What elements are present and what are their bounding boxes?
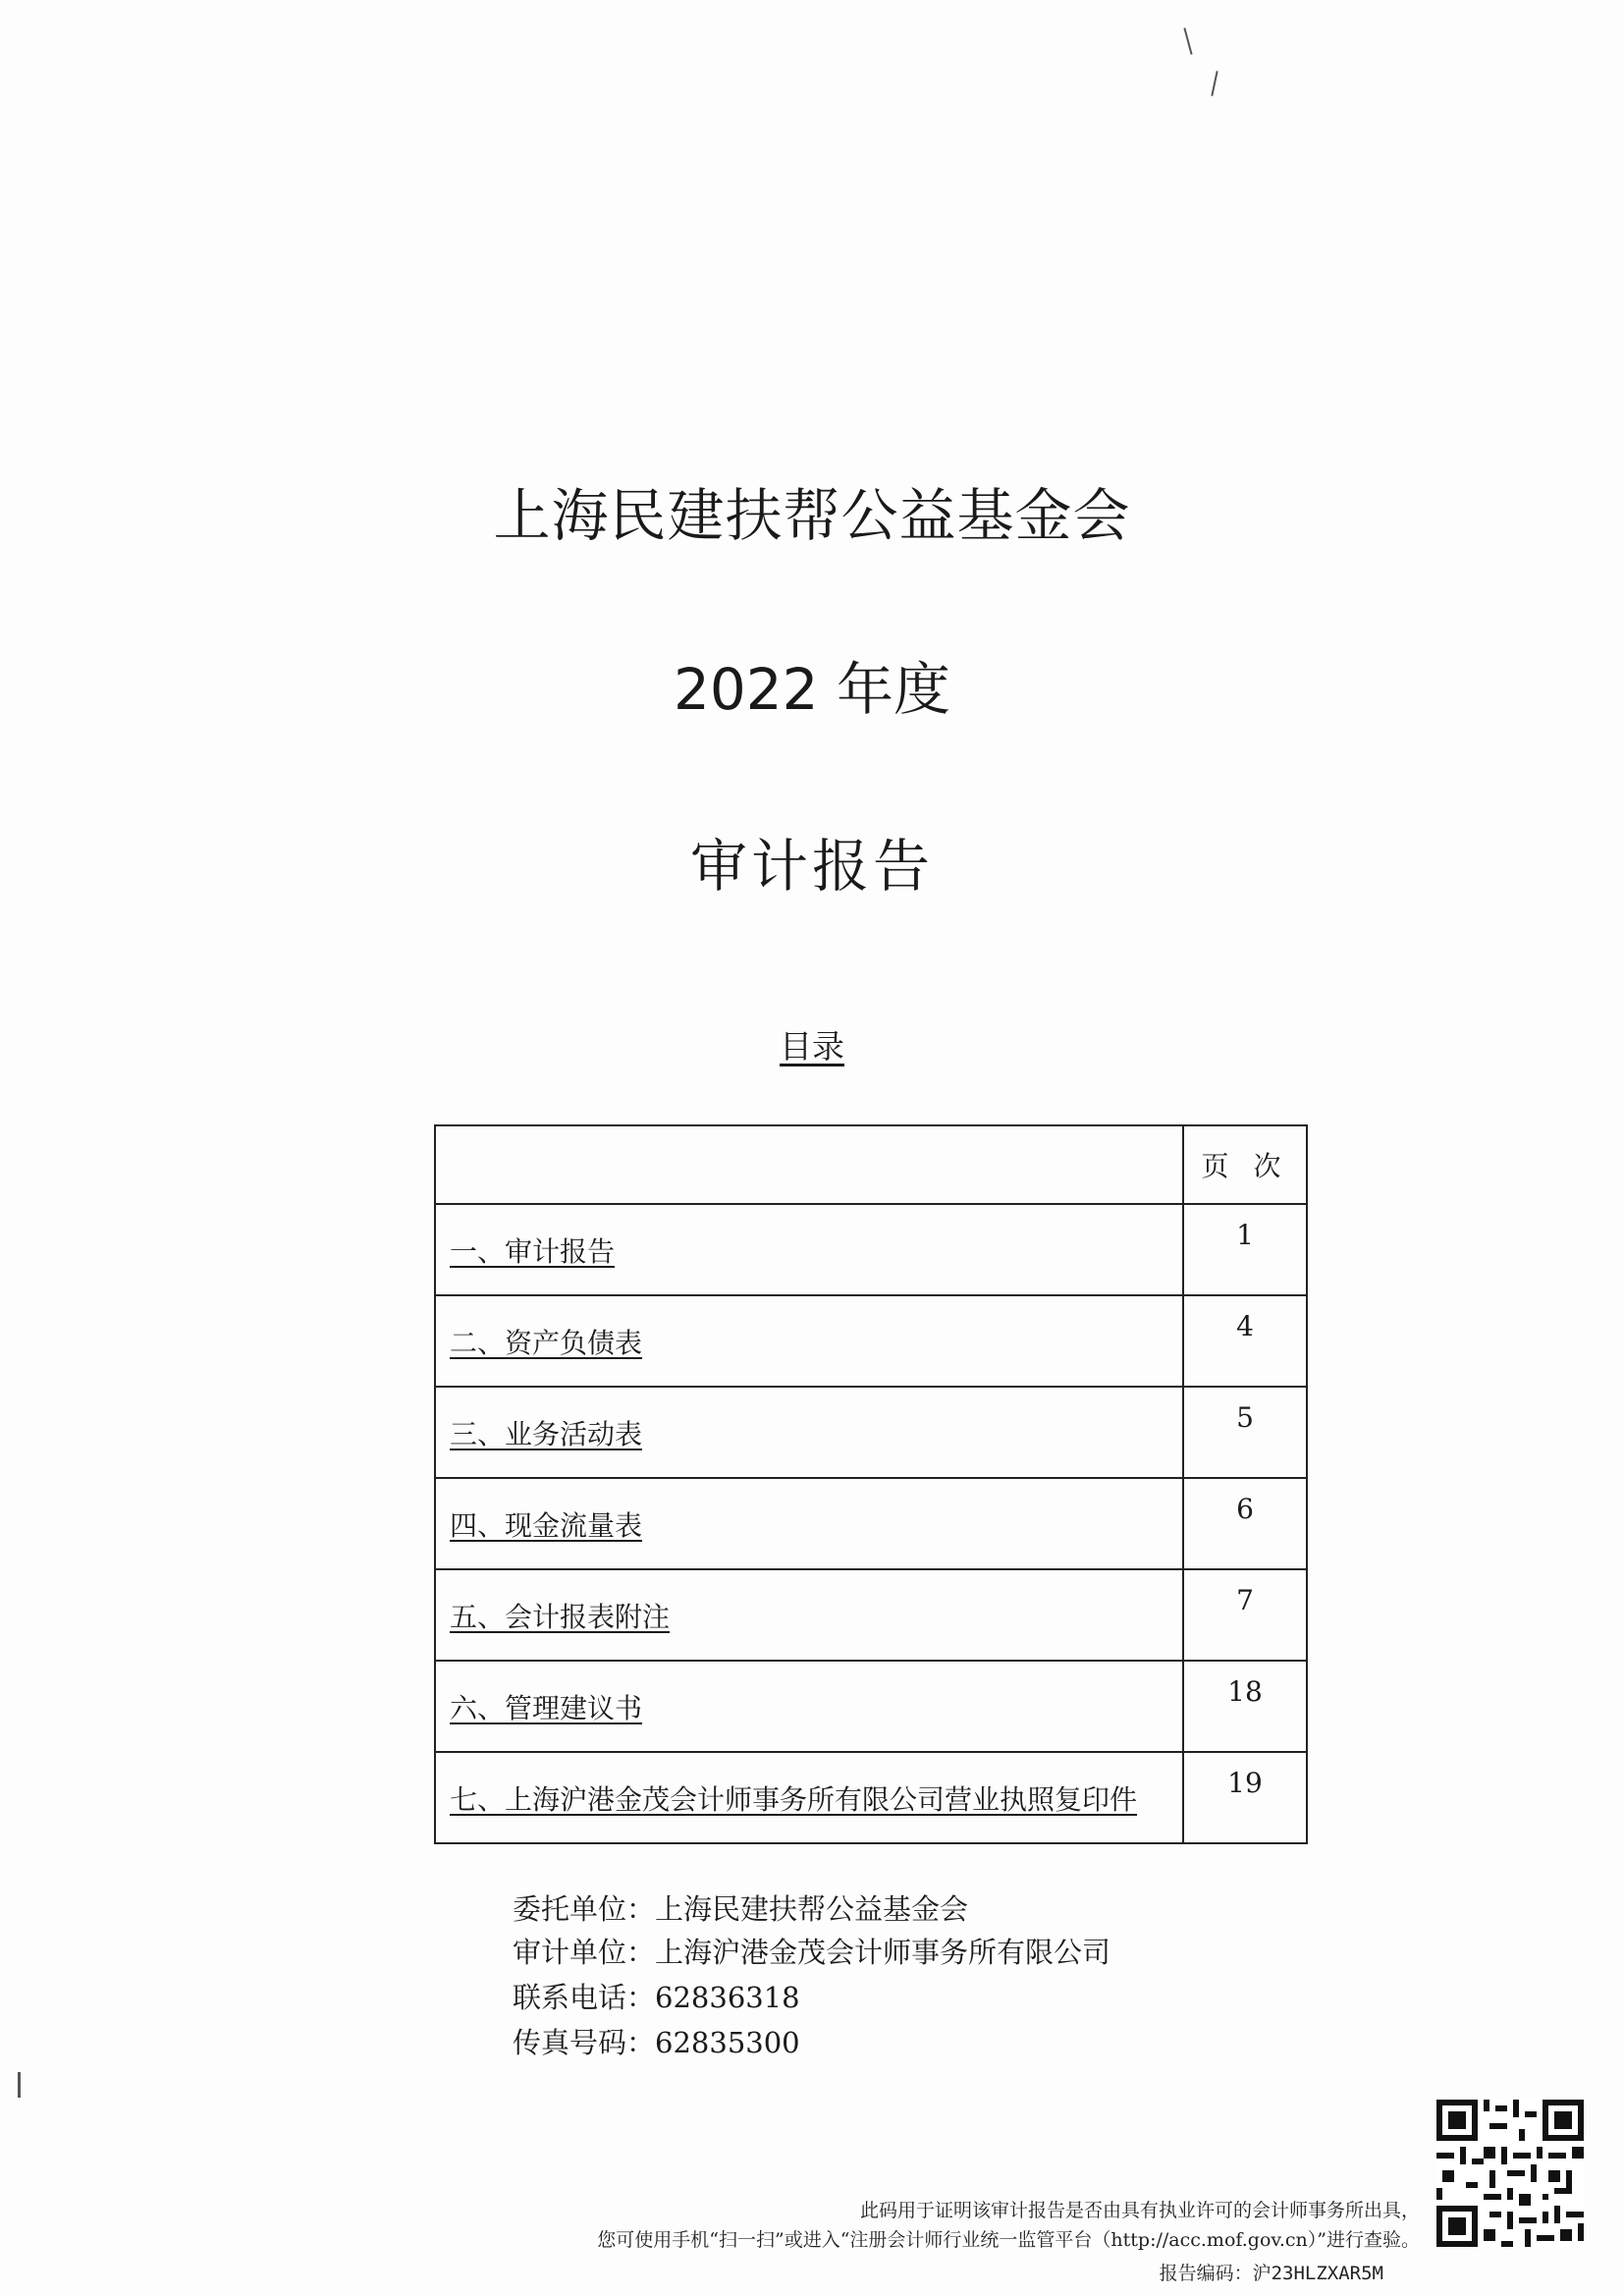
- client-value: 上海民建扶帮公益基金会: [655, 1892, 969, 1926]
- auditor-label: 审计单位：: [513, 1936, 656, 1969]
- toc-page-number: 18: [1183, 1661, 1307, 1752]
- verification-note-line2: 您可使用手机“扫一扫”或进入“注册会计师行业统一监管平台（http://acc.mof.gov.cn）”进行查验。: [597, 2229, 1420, 2251]
- verification-qr-code[interactable]: [1436, 2100, 1584, 2247]
- phone-label: 联系电话：: [513, 1981, 656, 2014]
- toc-item-cell: [435, 1295, 1183, 1387]
- toc-item-cell: [435, 1569, 1183, 1661]
- toc-heading-text: 目录: [780, 1027, 844, 1066]
- toc-header-row: [435, 1125, 1307, 1204]
- toc-page-column-header: 页 次: [1183, 1125, 1307, 1204]
- toc-item-link[interactable]: 六、管理建议书: [450, 1691, 643, 1724]
- toc-page-number: 7: [1183, 1569, 1307, 1661]
- toc-item-cell: [435, 1478, 1183, 1569]
- toc-item-link[interactable]: 三、业务活动表: [450, 1417, 643, 1450]
- client-label: 委托单位：: [513, 1892, 656, 1926]
- client-line: [513, 1887, 968, 1928]
- toc-item-cell: [435, 1387, 1183, 1478]
- organization-title: 上海民建扶帮公益基金会: [493, 482, 1131, 549]
- fax-value: 62835300: [655, 2026, 800, 2059]
- auditor-value: 上海沪港金茂会计师事务所有限公司: [655, 1936, 1111, 1969]
- toc-page-number: 4: [1183, 1295, 1307, 1387]
- toc-row: [435, 1295, 1307, 1387]
- phone-value: 62836318: [655, 1981, 800, 2014]
- toc-item-cell: [435, 1661, 1183, 1752]
- fax-label: 传真号码：: [513, 2026, 656, 2059]
- report-code-label: 报告编码：: [1159, 2263, 1253, 2284]
- report-code-value: 沪23HLZXAR5M: [1252, 2263, 1383, 2284]
- toc-row: [435, 1752, 1307, 1843]
- phone-line: [513, 1976, 800, 2016]
- toc-item-link[interactable]: 一、审计报告: [450, 1234, 616, 1268]
- toc-item-link[interactable]: 二、资产负债表: [450, 1326, 643, 1359]
- toc-row: [435, 1204, 1307, 1295]
- toc-table: [434, 1124, 1308, 1844]
- toc-row: [435, 1569, 1307, 1661]
- toc-item-link[interactable]: 四、现金流量表: [450, 1508, 643, 1542]
- report-code: [1160, 2259, 1383, 2285]
- verification-note-line1: 此码用于证明该审计报告是否由具有执业许可的会计师事务所出具，: [859, 2200, 1420, 2221]
- toc-row: [435, 1661, 1307, 1752]
- toc-item-cell: [435, 1752, 1183, 1843]
- fax-line: [513, 2021, 800, 2061]
- report-title: 审计报告: [689, 833, 934, 900]
- toc-row: [435, 1387, 1307, 1478]
- scan-speck: [1211, 71, 1218, 96]
- scan-speck: [1183, 27, 1192, 55]
- auditor-line: [513, 1931, 1110, 1971]
- toc-item-link[interactable]: 七、上海沪港金茂会计师事务所有限公司营业执照复印件: [450, 1782, 1138, 1816]
- toc-heading: [0, 1021, 1624, 1067]
- report-year: 2022 年度: [673, 656, 951, 723]
- toc-row: [435, 1478, 1307, 1569]
- toc-page-number: 6: [1183, 1478, 1307, 1569]
- toc-page-number: 19: [1183, 1752, 1307, 1843]
- toc-header-blank-cell: [435, 1125, 1183, 1204]
- scan-speck: [18, 2072, 21, 2098]
- toc-page-number: 1: [1183, 1204, 1307, 1295]
- toc-item-link[interactable]: 五、会计报表附注: [450, 1600, 671, 1633]
- toc-page-number: 5: [1183, 1387, 1307, 1478]
- toc-item-cell: [435, 1204, 1183, 1295]
